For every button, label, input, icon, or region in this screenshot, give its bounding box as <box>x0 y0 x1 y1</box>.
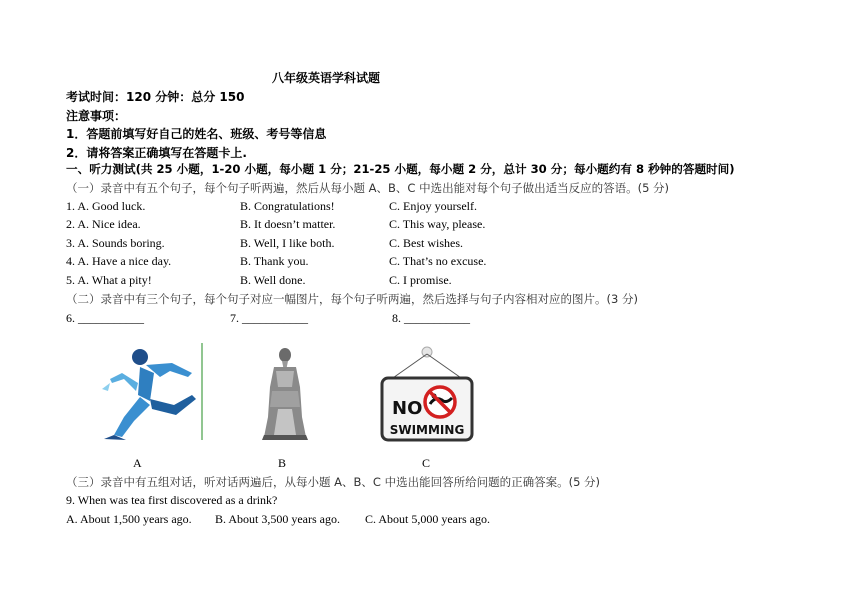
option-b: B. Thank you. <box>240 254 309 268</box>
option-c: C. About 5,000 years ago. <box>365 512 490 526</box>
option-a: 2. A. Nice idea. <box>66 217 141 231</box>
note-item: 1．答题前填写好自己的姓名、班级、考号等信息 <box>66 127 327 141</box>
option-c: C. This way, please. <box>389 217 486 231</box>
option-b: B. Congratulations! <box>240 199 335 213</box>
option-c: C. I promise. <box>389 273 452 287</box>
note-item: 2．请将答案正确填写在答题卡上. <box>66 146 247 160</box>
picture-label-c: C <box>422 456 431 470</box>
picture-label-b: B <box>278 456 287 470</box>
no-swimming-sign-icon <box>380 344 474 444</box>
runner-icon <box>100 343 208 441</box>
sign-swimming-text: SWIMMING <box>389 423 465 437</box>
sign-no-text: NO <box>392 398 423 419</box>
option-b: B. It doesn’t matter. <box>240 217 336 231</box>
answer-blank-8: 8. ___________ <box>392 311 470 325</box>
option-b: B. About 3,500 years ago. <box>215 512 340 526</box>
option-a: 5. A. What a pity! <box>66 273 152 287</box>
notes-heading: 注意事项： <box>66 109 127 123</box>
picture-label-a: A <box>133 456 142 470</box>
question-9: 9. When was tea first discovered as a drink? <box>66 493 278 507</box>
section-heading: 一、听力测试(共 25 小题，1-20 小题，每小题 1 分；21-25 小题，每小题 2 分，总计 30 分；每小题约有 8 秒钟的答题时间) <box>66 162 735 176</box>
part2-instruction: （二）录音中有三个句子，每个句子对应一幅图片，每个句子听两遍，然后选择与句子内容相对应的图片。(3 分) <box>66 292 638 306</box>
option-b: B. Well done. <box>240 273 306 287</box>
option-c: C. Enjoy yourself. <box>389 199 477 213</box>
option-a: A. About 1,500 years ago. <box>66 512 192 526</box>
option-b: B. Well, I like both. <box>240 236 335 250</box>
option-c: C. Best wishes. <box>389 236 464 250</box>
answer-blank-7: 7. ___________ <box>230 311 308 325</box>
confucius-statue-icon <box>262 347 308 441</box>
option-a: 3. A. Sounds boring. <box>66 236 165 250</box>
part3-instruction: （三）录音中有五组对话，听对话两遍后，从每小题 A、B、C 中选出能回答所给问题的正确答案。(5 分) <box>66 475 601 489</box>
option-c: C. That’s no excuse. <box>389 254 487 268</box>
page-title: 八年级英语学科试题 <box>272 71 381 85</box>
part1-instruction: （一）录音中有五个句子，每个句子听两遍，然后从每小题 A、B、C 中选出能对每个句子做出适当反应的答语。(5 分) <box>66 181 670 195</box>
option-a: 4. A. Have a nice day. <box>66 254 172 268</box>
option-a: 1. A. Good luck. <box>66 199 146 213</box>
exam-info: 考试时间：120 分钟：总分 150 <box>66 90 245 104</box>
answer-blank-6: 6. ___________ <box>66 311 144 325</box>
